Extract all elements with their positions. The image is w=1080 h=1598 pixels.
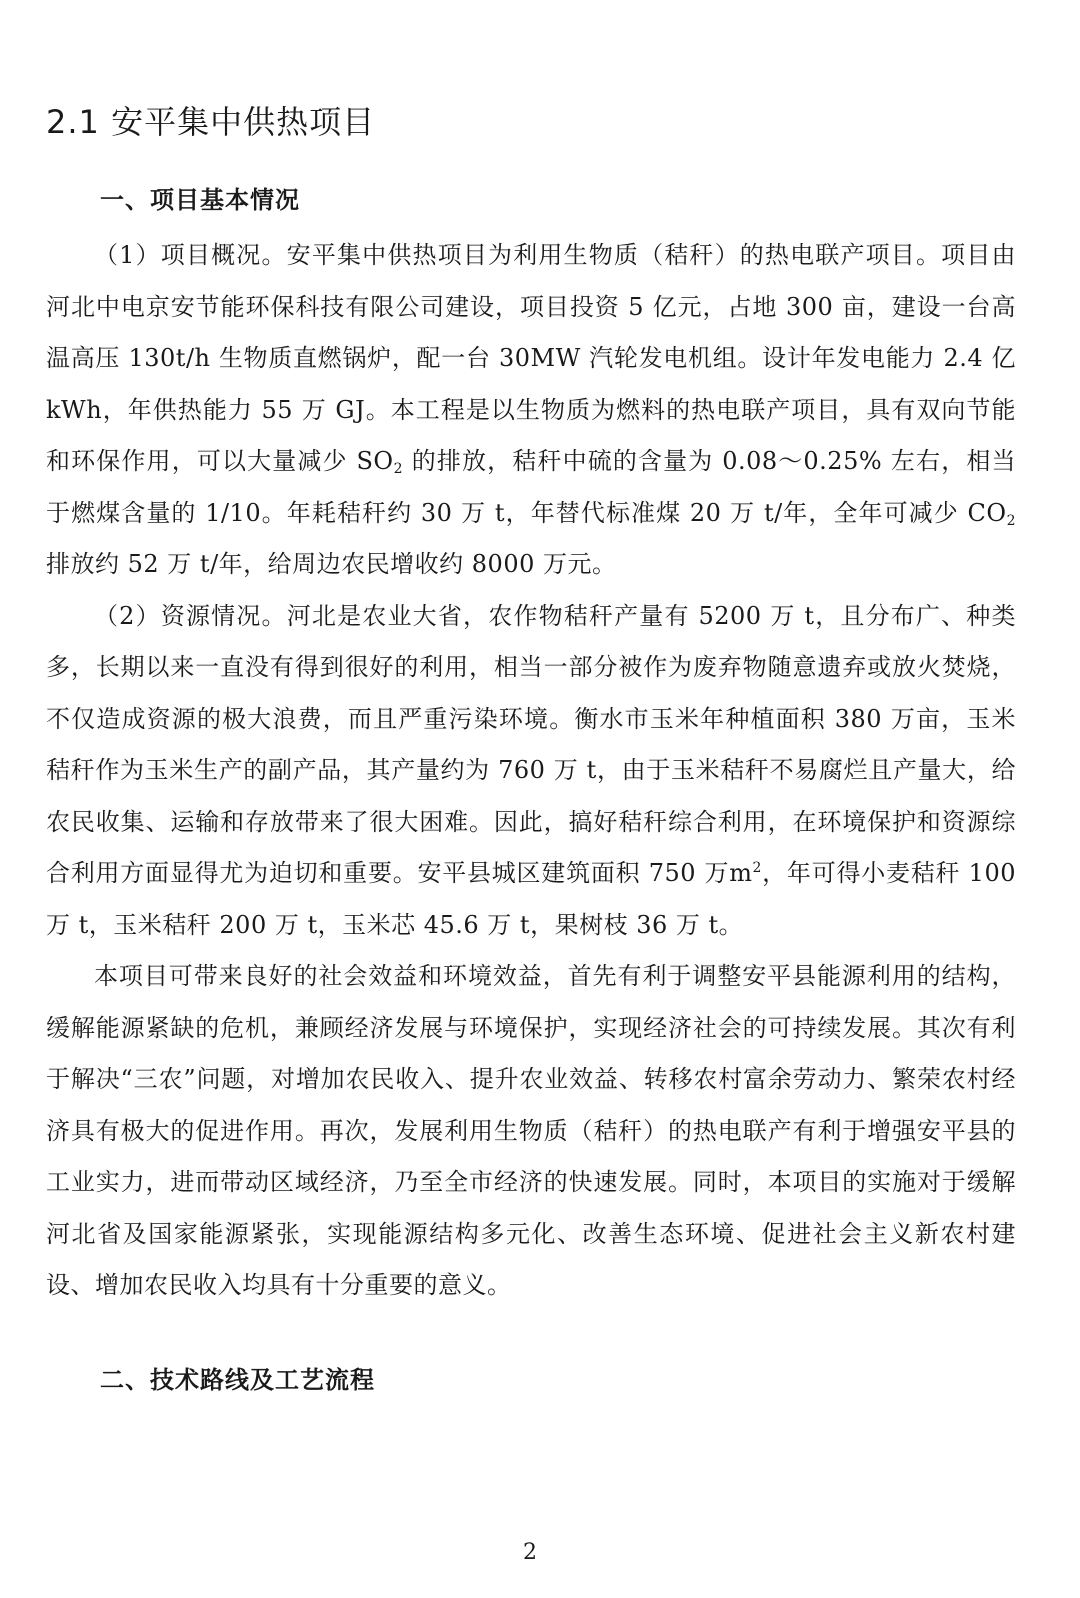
subscript: 2 (1006, 512, 1016, 529)
paragraph-text: （2）资源情况。河北是农业大省，农作物秸秆产量有 5200 万 t，且分布广、种类多，长期以来一直没有得到很好的利用，相当一部分被作为废弃物随意遗弃或放火焚烧，不仅造成资源的极大浪费，而且严重污染环境。衡水市玉米年种植面积 380 万亩，玉米秸秆作为玉米生产的副产品，其产量约为 760 万 t，由于玉米秸秆不易腐烂且产量大，给农民收集、运输和存放带来了很大困难。因此，搞好秸秆综合利用，在环境保护和资源综合利用方面显得尤为迫切和重要。安平县城区建筑面积 750 万m (46, 601, 1016, 887)
subscript: 2 (393, 461, 403, 477)
paragraph-project-overview (46, 230, 1016, 591)
heading-technical-route: 二、技术路线及工艺流程 (100, 1365, 375, 1394)
body-text (46, 230, 1016, 1312)
paragraph-text: ，年可得小麦秸秆 100 万 t，玉米秸秆 200 万 t，玉米芯 45.6 万 t，果树枝 36 万 t。 (46, 859, 1016, 939)
section-title: 2.1 安平集中供热项目 (46, 103, 376, 141)
paragraph-resources (46, 591, 1016, 952)
heading-basic-info: 一、项目基本情况 (100, 185, 300, 214)
page-number: 2 (523, 1540, 537, 1565)
paragraph-text: （1）项目概况。安平集中供热项目为利用生物质（秸秆）的热电联产项目。项目由河北中电京安节能环保科技有限公司建设，项目投资 5 亿元，占地 300 亩，建设一台高温高压 130t/h 生物质直燃锅炉，配一台 30MW 汽轮发电机组。设计年发电能力 2.4 亿 kWh，年供热能力 55 万 GJ。本工程是以生物质为燃料的热电联产项目，具有双向节能和环保作用，可以大量减少 SO (46, 241, 1016, 475)
paragraph-text: 的排放，秸秆中硫的含量为 0.08～0.25% 左右，相当于燃煤含量的 1/10。年耗秸秆约 30 万 t，年替代标准煤 20 万 t/年，全年可减少 CO (46, 447, 1016, 527)
superscript: 2 (752, 860, 762, 876)
paragraph-text: 排放约 52 万 t/年，给周边农民增收约 8000 万元。 (46, 550, 617, 578)
paragraph-benefits: 本项目可带来良好的社会效益和环境效益，首先有利于调整安平县能源利用的结构，缓解能源紧缺的危机，兼顾经济发展与环境保护，实现经济社会的可持续发展。其次有利于解决“三农”问题，对增加农民收入、提升农业效益、转移农村富余劳动力、繁荣农村经济具有极大的促进作用。再次，发展利用生物质（秸秆）的热电联产有利于增强安平县的工业实力，进而带动区域经济，乃至全市经济的快速发展。同时，本项目的实施对于缓解河北省及国家能源紧张，实现能源结构多元化、改善生态环境、促进社会主义新农村建设、增加农民收入均具有十分重要的意义。 (46, 962, 1016, 1299)
